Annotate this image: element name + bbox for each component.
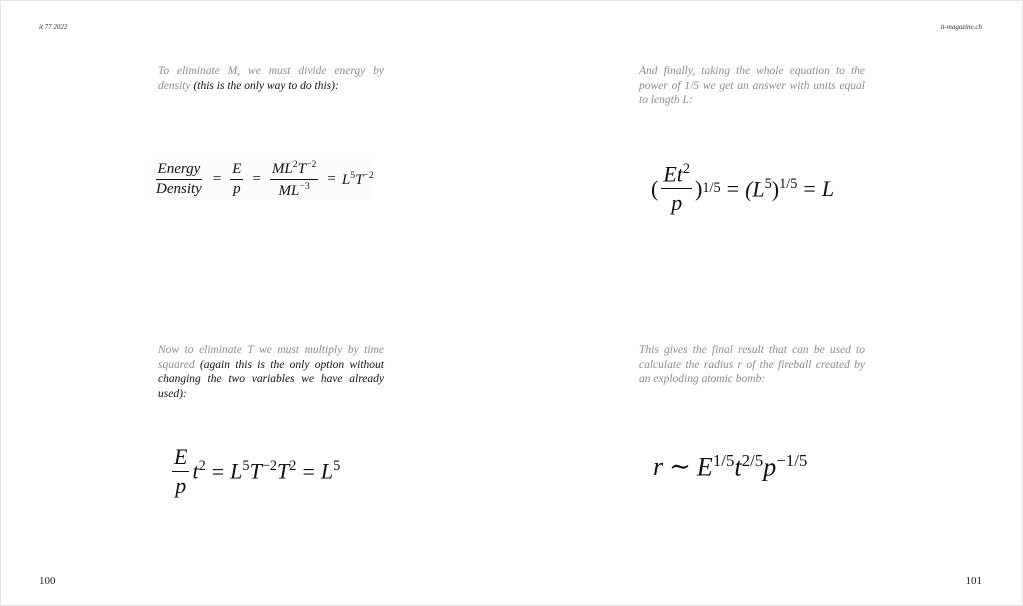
- denominator: p: [671, 190, 683, 216]
- equals-sign: =: [803, 175, 816, 201]
- equals-sign: =: [302, 458, 315, 484]
- paragraph-text: And finally, taking the whole equation to the power of 1/5 we get an answer with units equal to length L:: [639, 65, 865, 106]
- paragraph-final-result: [639, 343, 865, 387]
- numerator: Energy: [156, 161, 203, 180]
- page-number-right: 101: [965, 575, 982, 587]
- numerator: $ML^2T^{-2}$: [270, 159, 318, 180]
- denominator: Density: [156, 181, 202, 197]
- fraction-dimensions: [270, 159, 318, 200]
- page-number-left: 100: [39, 575, 56, 587]
- paragraph-text: This gives the final result that can be used to calculate the radius r of the fireball created by an exploding atomic bomb:: [639, 344, 865, 385]
- paragraph-text: Now to eliminate T we must multiply by time squared: [158, 344, 384, 371]
- equals-sign: =: [726, 175, 740, 201]
- middle-term: $L^5T^{-2}T^2$: [230, 458, 297, 484]
- time-term: $t^2$: [192, 458, 206, 484]
- proportional-sign: ∼: [669, 451, 691, 481]
- fraction-e-over-p: [230, 161, 243, 198]
- equation-energy-density: [151, 159, 374, 200]
- radius-symbol: r: [653, 451, 664, 481]
- equation-power-fifth: [651, 161, 834, 216]
- running-head-right: it-magazine.ch: [940, 23, 982, 31]
- numerator: Et$^2$: [661, 161, 692, 189]
- result-term: L: [821, 175, 835, 201]
- fraction-e-over-p: [172, 444, 189, 499]
- equals-sign: =: [327, 171, 336, 187]
- paragraph-text: To eliminate M, we must divide energy by density: [158, 65, 384, 92]
- running-head-left: it 77 2022: [39, 23, 68, 31]
- fraction-energy-density: [154, 161, 204, 198]
- paragraph-emphasis: (again this is the only option without changing the two variables we have already used):: [158, 358, 384, 400]
- numerator: E: [172, 444, 189, 472]
- denominator: p: [175, 473, 187, 498]
- paragraph-divide-energy: [158, 64, 384, 93]
- fraction-et2-over-p: [661, 161, 692, 216]
- paragraph-power-fifth: [639, 64, 865, 108]
- denominator: $ML^{-3}$: [278, 181, 310, 199]
- equals-sign: =: [252, 171, 261, 187]
- paragraph-emphasis: (this is the only way to do this):: [193, 79, 339, 92]
- right-paren: ): [695, 175, 703, 201]
- result-term: $L^5T^{-2}$: [341, 170, 374, 188]
- equation-time-squared: [169, 444, 340, 499]
- denominator: p: [233, 181, 241, 197]
- equals-sign: =: [211, 458, 225, 484]
- left-paren: (: [651, 175, 659, 201]
- density-term: $p^{-1/5}$: [763, 451, 808, 482]
- equation-fireball-radius: [653, 451, 807, 483]
- result-term: $L^5$: [320, 458, 341, 484]
- paragraph-multiply-time: [158, 343, 384, 401]
- energy-term: $E^{1/5}$: [696, 451, 735, 482]
- equals-sign: =: [212, 171, 222, 187]
- exponent: 1/5: [702, 180, 721, 197]
- time-term: $t^{2/5}$: [734, 451, 764, 482]
- middle-term: $(L^5)^{1/5}$: [745, 175, 798, 201]
- numerator: E: [230, 161, 243, 180]
